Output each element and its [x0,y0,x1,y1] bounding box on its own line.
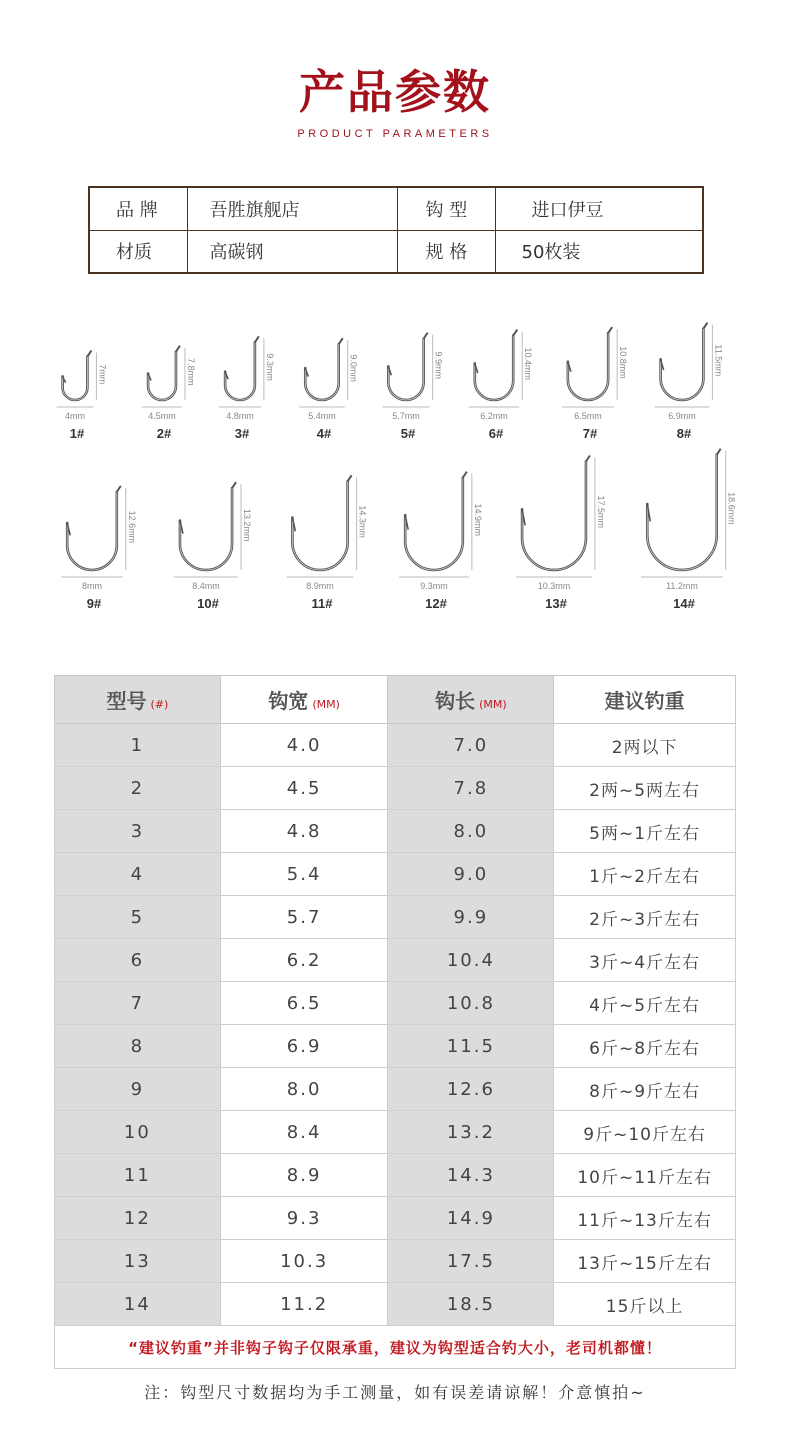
hook-shape [388,339,423,400]
width-label: 5.4mm [308,411,336,421]
hook-item [286,475,367,611]
hook-number-label: 1# [69,426,85,441]
hook-highlight [475,336,513,400]
table-row [55,1068,736,1111]
width-cell: 4.8 [220,810,388,853]
model-cell: 14 [55,1283,221,1326]
header-weight: 建议钓重 [554,676,736,724]
material-label: 材质 [89,230,187,273]
hook-highlight [148,352,176,400]
width-label: 4mm [65,411,85,421]
width-cell: 9.3 [220,1197,388,1240]
header-model: 型号 (#) [55,676,221,724]
hook-highlight [63,357,88,400]
length-label: 11.5mm [713,344,724,377]
hook-shape [225,342,255,400]
hook-highlight [568,333,608,400]
header-length: 钩长 (MM) [388,676,554,724]
length-cell: 10.8 [388,982,554,1025]
length-label: 9.9mm [433,351,444,380]
hook-eye [703,323,707,329]
width-cell: 5.4 [220,853,388,896]
width-label: 8mm [82,581,102,591]
width-cell: 5.7 [220,896,388,939]
width-cell: 4.5 [220,767,388,810]
hook-highlight [647,455,716,570]
width-cell: 8.0 [220,1068,388,1111]
params-row [89,230,703,273]
spec-header-row [55,676,736,724]
weight-cell: 11斤~13斤左右 [554,1197,736,1240]
length-cell: 12.6 [388,1068,554,1111]
hook-item [562,327,628,441]
table-row [55,982,736,1025]
table-row [55,1197,736,1240]
length-label: 10.8mm [618,346,629,379]
length-label: 9.0mm [348,354,359,382]
hook-number-label: 3# [234,426,250,441]
table-row [55,1111,736,1154]
width-label: 9.3mm [420,581,448,591]
hook-highlight [522,462,586,570]
hook-highlight [67,492,117,570]
table-row [55,1154,736,1197]
weight-cell: 3斤~4斤左右 [554,939,736,982]
model-cell: 10 [55,1111,221,1154]
hook-number-label: 2# [156,426,172,441]
hook-item [469,330,533,441]
brand-label: 品 牌 [89,187,187,230]
weight-cell: 6斤~8斤左右 [554,1025,736,1068]
hook-diagram-svg [0,312,790,632]
length-cell: 18.5 [388,1283,554,1326]
width-label: 5.7mm [392,411,420,421]
length-cell: 11.5 [388,1025,554,1068]
hook-type-value: 进口伊豆 [495,187,703,230]
width-cell: 8.4 [220,1111,388,1154]
weight-note: “建议钓重”并非钩子钩子仅限承重，建议为钩型适合钓大小，老司机都懂！ [55,1326,736,1369]
hook-eye [87,351,91,357]
hook-highlight [305,344,338,400]
hook-highlight [405,478,463,570]
length-label: 14.3mm [357,505,368,538]
model-cell: 1 [55,724,221,767]
spec-table [54,675,736,1369]
hook-item [655,323,724,441]
weight-cell: 10斤~11斤左右 [554,1154,736,1197]
length-label: 13.2mm [242,508,253,542]
table-row [55,1025,736,1068]
weight-cell: 9斤~10斤左右 [554,1111,736,1154]
width-label: 4.5mm [148,411,176,421]
hook-number-label: 13# [545,596,567,611]
hook-size-diagram [0,312,790,632]
width-label: 4.8mm [226,411,254,421]
hook-shape [522,462,586,570]
table-row [55,896,736,939]
hook-shape [305,344,338,400]
hook-item [142,346,196,441]
spec-label: 规 格 [397,230,495,273]
hook-eye [348,475,352,481]
weight-cell: 13斤~15斤左右 [554,1240,736,1283]
hook-number-label: 14# [673,596,695,611]
hook-eye [117,486,121,492]
footer-note: 注：钩型尺寸数据均为手工测量，如有误差请谅解！介意慎拍~ [144,1383,646,1402]
hook-number-label: 5# [400,426,416,441]
hook-eye [176,346,180,352]
product-params-table [88,186,704,274]
weight-cell: 2斤~3斤左右 [554,896,736,939]
hook-number-label: 9# [86,596,102,611]
hook-item [382,333,443,441]
hook-eye [513,330,517,336]
hook-eye [608,327,612,333]
width-cell: 4.0 [220,724,388,767]
hook-item [219,336,275,441]
material-value: 高碳钢 [187,230,397,273]
length-label: 10.4mm [523,347,534,381]
length-cell: 14.3 [388,1154,554,1197]
length-cell: 14.9 [388,1197,554,1240]
hook-item [299,338,358,441]
hook-number-label: 12# [425,596,447,611]
hook-eye [232,482,236,488]
hook-highlight [388,339,423,400]
length-label: 17.5mm [595,495,606,529]
hook-shape [475,336,513,400]
hook-number-label: 6# [488,426,504,441]
length-cell: 7.0 [388,724,554,767]
hook-shape [661,329,704,400]
hook-shape [647,455,716,570]
hook-number-label: 11# [311,596,333,611]
model-cell: 13 [55,1240,221,1283]
model-cell: 12 [55,1197,221,1240]
model-cell: 4 [55,853,221,896]
length-cell: 17.5 [388,1240,554,1283]
weight-cell: 2两以下 [554,724,736,767]
length-label: 18.6mm [726,492,737,525]
weight-cell: 1斤~2斤左右 [554,853,736,896]
hook-item [61,486,137,611]
width-label: 11.2mm [666,581,698,591]
table-row [55,853,736,896]
model-cell: 7 [55,982,221,1025]
header-width: 钩宽 (MM) [220,676,388,724]
width-label: 8.4mm [192,581,220,591]
hook-eye [339,338,343,344]
model-cell: 8 [55,1025,221,1068]
width-label: 10.3mm [537,581,571,591]
model-cell: 9 [55,1068,221,1111]
weight-cell: 4斤~5斤左右 [554,982,736,1025]
width-label: 6.9mm [668,411,696,421]
hook-number-label: 7# [582,426,598,441]
page-subtitle: PRODUCT PARAMETERS [297,128,493,140]
length-cell: 10.4 [388,939,554,982]
hook-item [174,482,252,611]
hook-number-label: 8# [676,426,692,441]
length-cell: 13.2 [388,1111,554,1154]
length-cell: 9.9 [388,896,554,939]
weight-cell: 5两~1斤左右 [554,810,736,853]
hook-type-label: 钩 型 [397,187,495,230]
spec-value: 50枚装 [495,230,703,273]
length-cell: 9.0 [388,853,554,896]
length-label: 9.3mm [264,353,275,381]
hook-number-label: 4# [316,426,332,441]
note-row [55,1326,736,1369]
hook-number-label: 10# [197,596,219,611]
model-cell: 2 [55,767,221,810]
hook-shape [67,492,117,570]
hook-item [399,472,483,611]
params-row [89,187,703,230]
hook-shape [292,481,347,570]
hook-eye [717,449,721,455]
model-cell: 5 [55,896,221,939]
hook-item [516,456,606,612]
width-label: 6.5mm [574,411,602,421]
width-label: 6.2mm [480,411,508,421]
table-row [55,810,736,853]
hook-item [57,351,108,441]
hook-eye [424,333,428,339]
width-cell: 6.5 [220,982,388,1025]
hook-eye [463,472,467,478]
hook-highlight [661,329,704,400]
hook-item [641,449,736,611]
model-cell: 11 [55,1154,221,1197]
weight-cell: 2两~5两左右 [554,767,736,810]
table-row [55,1283,736,1326]
hook-shape [568,333,608,400]
width-cell: 10.3 [220,1240,388,1283]
weight-cell: 15斤以上 [554,1283,736,1326]
hook-eye [255,336,259,342]
hook-highlight [180,488,232,570]
table-row [55,767,736,810]
length-cell: 8.0 [388,810,554,853]
page-title: 产品参数 [299,65,491,119]
spec-body [55,724,736,1369]
hook-eye [586,456,590,462]
hook-highlight [292,481,347,570]
width-label: 8.9mm [306,581,334,591]
hook-highlight [225,342,255,400]
hook-shape [180,488,232,570]
hook-shape [63,357,88,400]
table-row [55,1240,736,1283]
model-cell: 3 [55,810,221,853]
width-cell: 6.9 [220,1025,388,1068]
length-label: 7.8mm [185,358,196,386]
length-label: 14.9mm [472,503,483,537]
weight-cell: 8斤~9斤左右 [554,1068,736,1111]
width-cell: 8.9 [220,1154,388,1197]
width-cell: 6.2 [220,939,388,982]
length-label: 12.6mm [126,510,137,544]
brand-value: 吾胜旗舰店 [187,187,397,230]
model-cell: 6 [55,939,221,982]
length-cell: 7.8 [388,767,554,810]
table-row [55,939,736,982]
hook-shape [148,352,176,400]
length-label: 7mm [97,364,108,385]
width-cell: 11.2 [220,1283,388,1326]
hook-shape [405,478,463,570]
table-row [55,724,736,767]
